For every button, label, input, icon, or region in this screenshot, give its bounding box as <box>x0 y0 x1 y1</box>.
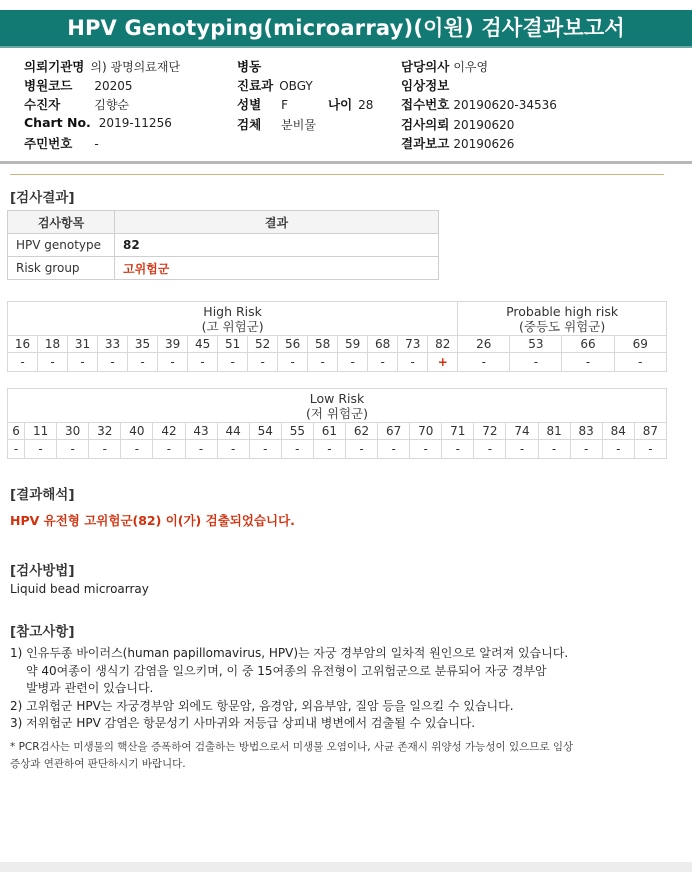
info-sex <box>237 95 288 113</box>
info-doctor <box>401 57 488 75</box>
row-item: Risk group <box>8 257 115 280</box>
table-row <box>8 234 439 257</box>
genotype-number-cell: 6 <box>8 423 25 440</box>
low-risk-label: Low Risk <box>309 390 365 406</box>
info-label: 담당의사 <box>401 59 450 74</box>
genotype-number-cell: 59 <box>338 336 368 353</box>
genotype-number-cell: 84 <box>602 423 634 440</box>
genotype-result-cell: - <box>442 440 474 459</box>
genotype-result-cell: - <box>570 440 602 459</box>
genotype-result-cell: - <box>25 440 57 459</box>
genotype-number-cell: 68 <box>368 336 398 353</box>
info-hospital-code <box>24 76 133 94</box>
genotype-header-row <box>8 389 667 423</box>
genotype-result-cell: - <box>218 353 248 372</box>
info-chart-no <box>24 115 172 130</box>
genotype-number-cell: 73 <box>398 336 428 353</box>
genotype-result-cell: - <box>128 353 158 372</box>
genotype-number-cell: 54 <box>249 423 281 440</box>
genotype-result-cell: - <box>308 353 338 372</box>
row-item: HPV genotype <box>8 234 115 257</box>
genotype-number-cell: 18 <box>38 336 68 353</box>
genotype-result-cell: - <box>185 440 217 459</box>
genotype-result-cell: - <box>57 440 89 459</box>
probable-high-risk-label-ko: (중등도 위험군) <box>519 318 606 334</box>
genotype-number-cell: 61 <box>313 423 345 440</box>
genotype-result-cell: - <box>313 440 345 459</box>
note-item-continued: 발병과 관련이 있습니다. <box>26 681 154 695</box>
title-underline <box>0 46 692 48</box>
info-age <box>328 95 373 113</box>
info-label: 성별 <box>237 97 262 112</box>
info-value: 2019-11256 <box>98 116 172 130</box>
info-accession <box>401 95 557 113</box>
genotype-number-cell: 55 <box>281 423 313 440</box>
high-risk-label-ko: (고 위험군) <box>201 318 264 334</box>
info-value: OBGY <box>279 79 313 93</box>
genotype-result-cell: - <box>68 353 98 372</box>
info-label: 수진자 <box>24 97 61 112</box>
genotype-number-cell: 56 <box>278 336 308 353</box>
note-item: 2) 고위험군 HPV는 자궁경부암 외에도 항문암, 음경암, 외음부암, 질암 등을 일으킬 수 있습니다. <box>10 698 514 713</box>
report-title: HPV Genotyping(microarray)(이원) 검사결과보고서 <box>0 10 692 46</box>
genotype-result-cell: - <box>8 353 38 372</box>
genotype-number-cell: 30 <box>57 423 89 440</box>
info-label: 임상정보 <box>401 78 450 93</box>
genotype-number-cell: 69 <box>614 336 666 353</box>
genotype-number-cell: 52 <box>248 336 278 353</box>
info-label: 병동 <box>237 59 262 74</box>
genotype-number-cell: 35 <box>128 336 158 353</box>
col-result-header: 결과 <box>115 211 439 234</box>
result-table-header <box>8 211 439 234</box>
genotype-number-cell: 62 <box>345 423 377 440</box>
genotype-result-cell: - <box>474 440 506 459</box>
result-table <box>7 210 439 280</box>
probable-high-risk-header <box>458 302 667 336</box>
method-section-title: [검사방법] <box>10 563 75 579</box>
row-value: 82 <box>115 234 439 257</box>
high-risk-genotype-table <box>7 301 667 372</box>
info-ward <box>237 57 267 75</box>
note-item: 1) 인유두종 바이러스(human papillomavirus, HPV)는 자궁 경부암의 일차적 원인으로 알려져 있습니다. <box>10 646 569 660</box>
genotype-result-cell: - <box>338 353 368 372</box>
genotype-result-cell: - <box>510 353 562 372</box>
genotype-number-cell: 39 <box>158 336 188 353</box>
genotype-result-cell: - <box>188 353 218 372</box>
genotype-number-cell: 67 <box>378 423 410 440</box>
genotype-number-cell: 82 <box>428 336 458 353</box>
table-row <box>8 257 439 280</box>
genotype-number-cell: 87 <box>634 423 666 440</box>
genotype-result-cell: + <box>428 353 458 372</box>
info-value: 28 <box>358 98 374 112</box>
notes-section-title: [참고사항] <box>10 624 75 640</box>
method-text: Liquid bead microarray <box>10 582 149 596</box>
low-risk-header <box>8 389 667 423</box>
info-report-date <box>401 134 514 152</box>
genotype-number-cell: 11 <box>25 423 57 440</box>
genotype-result-row <box>8 353 667 372</box>
genotype-result-cell: - <box>153 440 185 459</box>
genotype-result-cell: - <box>278 353 308 372</box>
info-institution <box>24 57 180 75</box>
info-value: F <box>281 98 289 112</box>
low-risk-label-ko: (저 위험군) <box>305 405 369 421</box>
genotype-result-cell: - <box>38 353 68 372</box>
genotype-result-row <box>8 440 667 459</box>
genotype-result-cell: - <box>538 440 570 459</box>
page-bottom-band <box>0 862 692 872</box>
genotype-number-cell: 83 <box>570 423 602 440</box>
footnote-line: 증상과 연관하여 판단하시기 바랍니다. <box>10 758 186 770</box>
genotype-result-cell: - <box>98 353 128 372</box>
genotype-number-cell: 53 <box>510 336 562 353</box>
info-patient <box>24 95 129 113</box>
info-value: 20190626 <box>453 137 515 151</box>
genotype-number-cell: 31 <box>68 336 98 353</box>
info-specimen <box>237 115 316 133</box>
interpretation-text: HPV 유전형 고위험군(82) 이(가) 검출되었습니다. <box>10 513 295 528</box>
genotype-number-cell: 33 <box>98 336 128 353</box>
genotype-number-cell: 26 <box>458 336 510 353</box>
notes-list <box>10 645 670 733</box>
genotype-result-cell: - <box>8 440 25 459</box>
genotype-number-cell: 51 <box>218 336 248 353</box>
info-value: 20205 <box>94 79 133 93</box>
info-label: 병원코드 <box>24 78 73 93</box>
note-item: 3) 저위험군 HPV 감염은 항문성기 사마귀와 저등급 상피내 병변에서 검출될 수 있습니다. <box>10 716 476 730</box>
info-label: 의뢰기관명 <box>24 59 85 74</box>
info-label: 검체 <box>237 117 262 132</box>
info-resident-no <box>24 134 99 152</box>
genotype-result-cell: - <box>249 440 281 459</box>
genotype-result-cell: - <box>345 440 377 459</box>
genotype-result-cell: - <box>217 440 249 459</box>
note-item-continued: 약 40여종이 생식기 감염을 일으키며, 이 중 15여종의 유전형이 고위험군으로 분류되어 자궁 경부암 <box>26 663 547 678</box>
genotype-result-cell: - <box>378 440 410 459</box>
footnote-line: * PCR검사는 미생물의 핵산을 증폭하여 검출하는 방법으로서 미생물 오염이나, 사균 존재시 위양성 가능성이 있으므로 임상 <box>10 741 574 753</box>
genotype-number-cell: 42 <box>153 423 185 440</box>
high-risk-header <box>8 302 458 336</box>
genotype-number-cell: 40 <box>121 423 153 440</box>
info-value: 분비물 <box>281 118 316 132</box>
info-value: - <box>94 137 99 151</box>
info-label: Chart No. <box>24 115 91 130</box>
genotype-result-cell: - <box>614 353 666 372</box>
genotype-result-cell: - <box>398 353 428 372</box>
genotype-header-row <box>8 302 667 336</box>
genotype-number-row <box>8 423 667 440</box>
genotype-number-cell: 58 <box>308 336 338 353</box>
info-value: 이우영 <box>453 60 489 74</box>
low-risk-genotype-table <box>7 388 667 459</box>
genotype-number-cell: 81 <box>538 423 570 440</box>
genotype-number-cell: 43 <box>185 423 217 440</box>
genotype-result-cell: - <box>602 440 634 459</box>
info-label: 결과보고 <box>401 136 450 151</box>
genotype-number-cell: 74 <box>506 423 538 440</box>
info-value: 의) 광명의료재단 <box>90 60 181 74</box>
genotype-result-cell: - <box>121 440 153 459</box>
info-label: 나이 <box>328 97 353 112</box>
genotype-result-cell: - <box>89 440 121 459</box>
genotype-result-cell: - <box>281 440 313 459</box>
high-risk-label: High Risk <box>203 303 262 319</box>
genotype-result-cell: - <box>506 440 538 459</box>
info-request-date <box>401 115 514 133</box>
info-label: 검사의뢰 <box>401 117 450 132</box>
genotype-number-cell: 66 <box>562 336 614 353</box>
genotype-number-cell: 71 <box>442 423 474 440</box>
info-label: 접수번호 <box>401 97 450 112</box>
col-item-header: 검사항목 <box>8 211 115 234</box>
genotype-result-cell: - <box>562 353 614 372</box>
interpretation-section-title: [결과해석] <box>10 487 75 503</box>
genotype-number-cell: 44 <box>217 423 249 440</box>
genotype-number-row <box>8 336 667 353</box>
genotype-number-cell: 32 <box>89 423 121 440</box>
genotype-number-cell: 16 <box>8 336 38 353</box>
genotype-result-cell: - <box>158 353 188 372</box>
genotype-number-cell: 70 <box>410 423 442 440</box>
header-divider <box>0 161 692 164</box>
genotype-number-cell: 45 <box>188 336 218 353</box>
section-divider <box>10 174 664 175</box>
info-value: 김향순 <box>94 98 130 112</box>
genotype-result-cell: - <box>410 440 442 459</box>
info-label: 주민번호 <box>24 136 73 151</box>
genotype-result-cell: - <box>248 353 278 372</box>
genotype-number-cell: 72 <box>474 423 506 440</box>
info-value: 20190620-34536 <box>453 98 557 112</box>
probable-high-risk-label: Probable high risk <box>506 303 619 319</box>
info-value: 20190620 <box>453 118 515 132</box>
genotype-result-cell: - <box>458 353 510 372</box>
footnote <box>10 739 670 773</box>
genotype-result-cell: - <box>368 353 398 372</box>
info-label: 진료과 <box>237 78 274 93</box>
result-section-title: [검사결과] <box>10 190 75 206</box>
info-clinical <box>401 76 455 94</box>
row-value: 고위험군 <box>115 257 439 280</box>
info-department <box>237 76 313 94</box>
genotype-result-cell: - <box>634 440 666 459</box>
